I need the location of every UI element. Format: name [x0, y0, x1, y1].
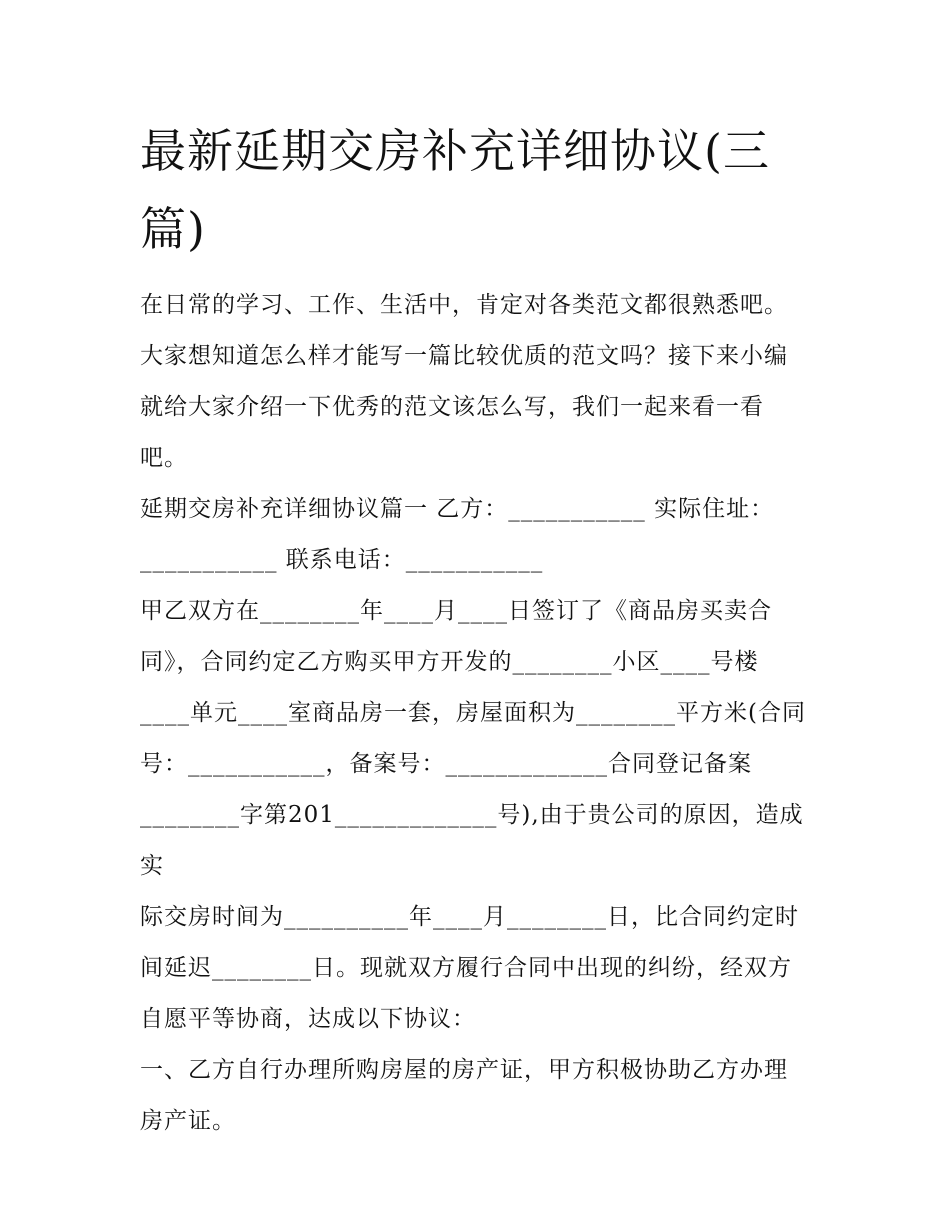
intro-line: 就给大家介绍一下优秀的范文该怎么写，我们一起来看一看 [140, 394, 764, 420]
document-title [140, 112, 820, 268]
contract-line: 号：___________，备案号：_____________合同登记备案 [140, 751, 752, 777]
clause-line: 一、乙方自行办理所购房屋的房产证，甲方积极协助乙方办理 [140, 1057, 788, 1083]
intro-line: 吧。 [140, 445, 188, 471]
intro-line: 在日常的学习、工作、生活中，肯定对各类范文都很熟悉吧。 [140, 292, 788, 318]
title-line-2: 篇) [140, 202, 206, 256]
contract-paragraph [140, 586, 820, 1045]
title-line-1: 最新延期交房补充详细协议(三 [140, 124, 770, 178]
contract-line: ________字第201_____________号),由于贵公司的原因，造成实 [140, 802, 804, 879]
party-paragraph [140, 484, 820, 586]
contract-line: 际交房时间为__________年____月________日，比合同约定时 [140, 904, 799, 930]
contract-line: 自愿平等协商，达成以下协议： [140, 1006, 476, 1032]
contract-line: 同》，合同约定乙方购买甲方开发的________小区____号楼 [140, 649, 759, 675]
intro-paragraph [140, 280, 820, 484]
document-page [140, 112, 820, 1147]
party-line: 延期交房补充详细协议篇一 乙方：___________ 实际住址： [140, 496, 775, 522]
contract-line: 间延迟________日。现就双方履行合同中出现的纠纷，经双方 [140, 955, 792, 981]
party-line: ___________ 联系电话：___________ [140, 547, 544, 573]
clause-line: 房产证。 [140, 1108, 236, 1134]
contract-line: 甲乙双方在________年____月____日签订了《商品房买卖合 [140, 598, 772, 624]
intro-line: 大家想知道怎么样才能写一篇比较优质的范文吗？接下来小编 [140, 343, 788, 369]
clause-1-paragraph [140, 1045, 820, 1147]
contract-line: ____单元____室商品房一套，房屋面积为________平方米(合同 [140, 700, 806, 726]
